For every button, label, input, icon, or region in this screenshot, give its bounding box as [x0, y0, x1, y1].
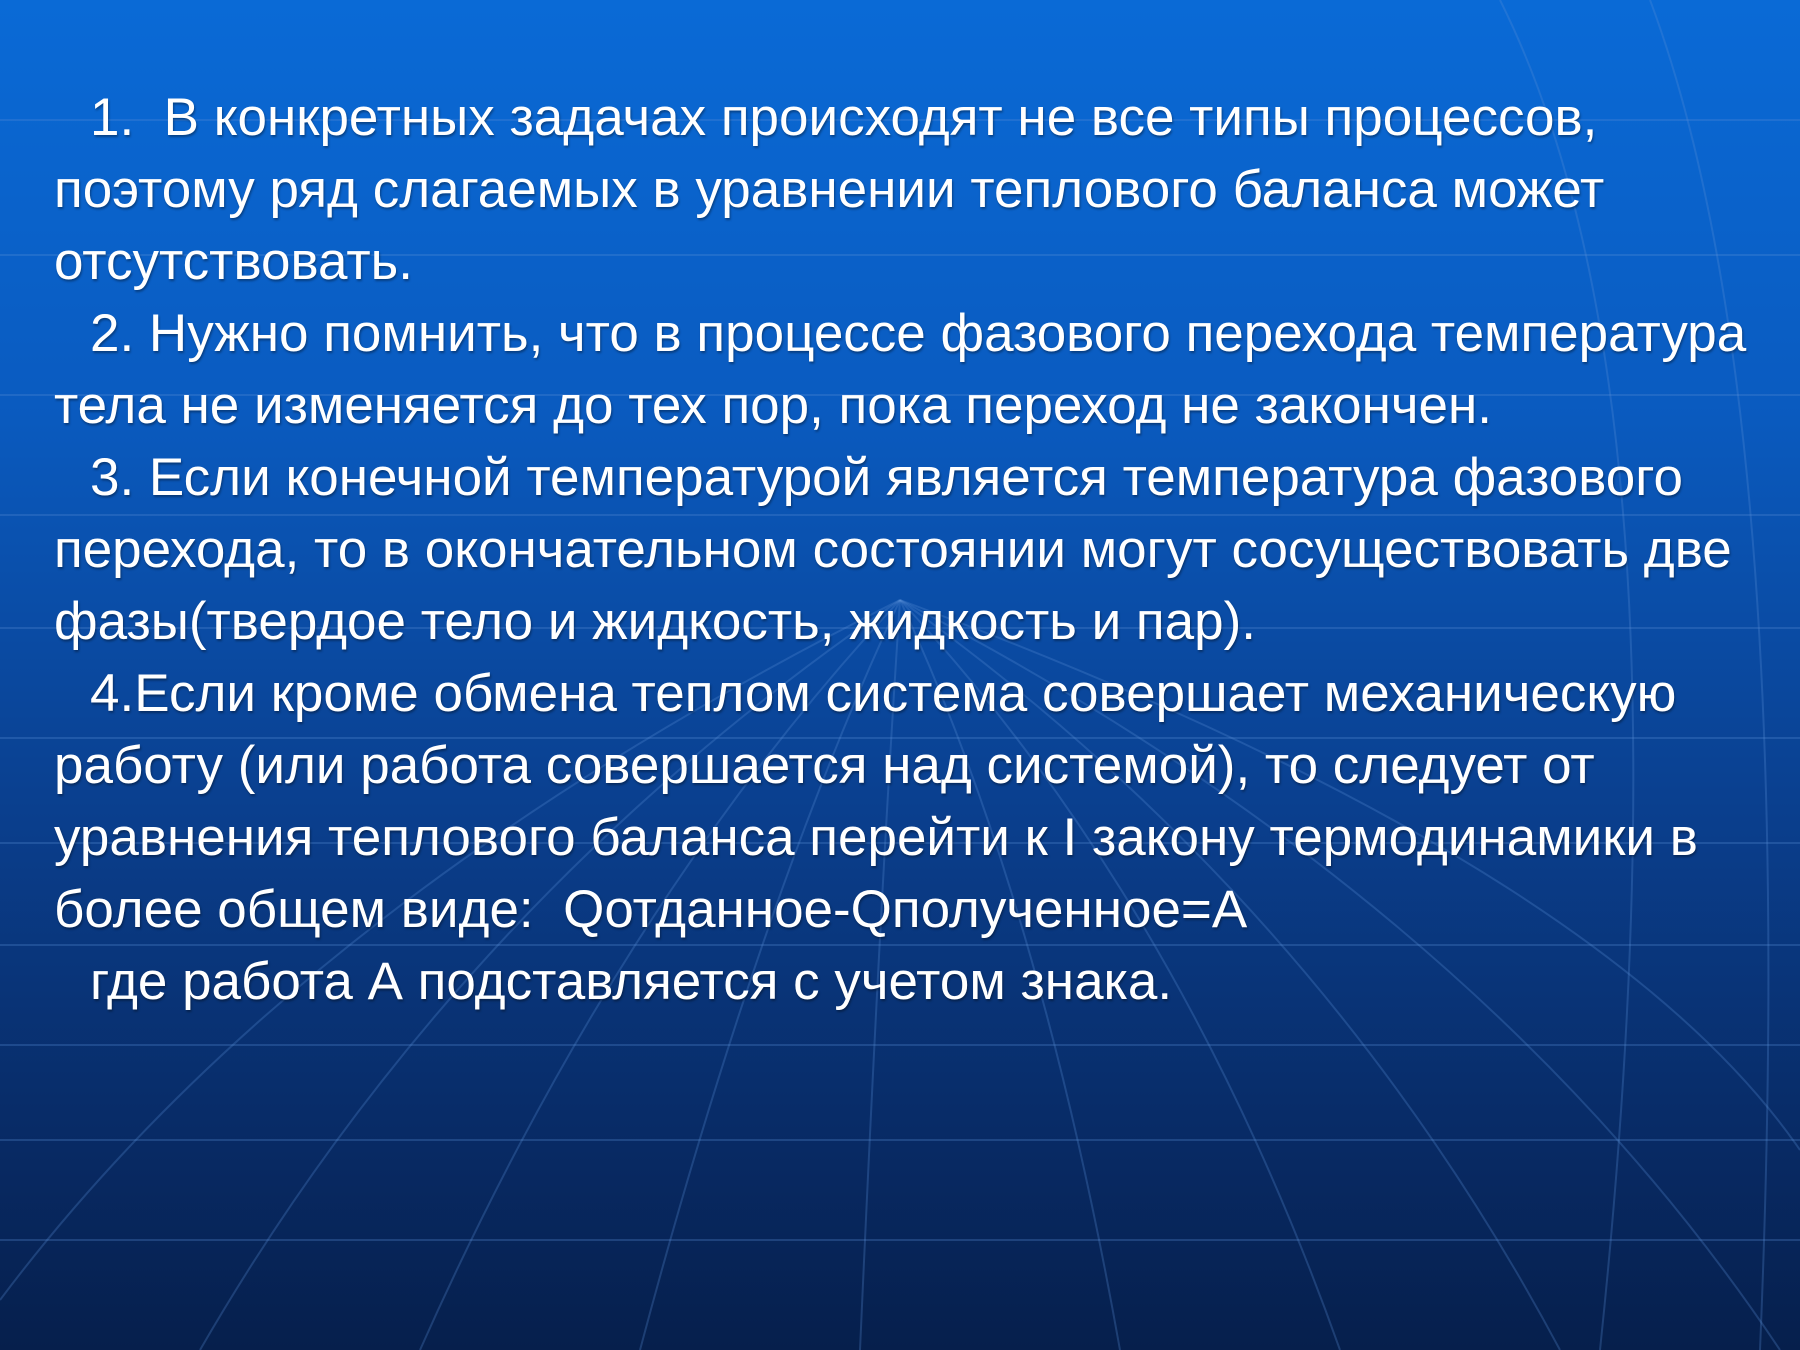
paragraph-4: 4.Если кроме обмена теплом система совершает механическую работу (или работа совершается над системой), то следует от уравнения теплового баланса перейти к I закону термодинамики в более общем виде: Qотданное-Qполученное=А	[54, 664, 1713, 939]
paragraph-1: 1. В конкретных задачах происходят не все типы процессов, поэтому ряд слагаемых в уравнении теплового баланса может отсутствовать.	[54, 88, 1620, 291]
paragraph-2: 2. Нужно помнить, что в процессе фазового перехода температура тела не изменяется до тех пор, пока переход не закончен.	[54, 304, 1761, 435]
slide-body	[54, 82, 1761, 1018]
paragraph-3: 3. Если конечной температурой является температура фазового перехода, то в окончательном состоянии могут сосуществовать две фазы(твердое тело и жидкость, жидкость и пар).	[54, 448, 1747, 651]
paragraph-5: где работа А подставляется с учетом знака.	[90, 952, 1173, 1011]
